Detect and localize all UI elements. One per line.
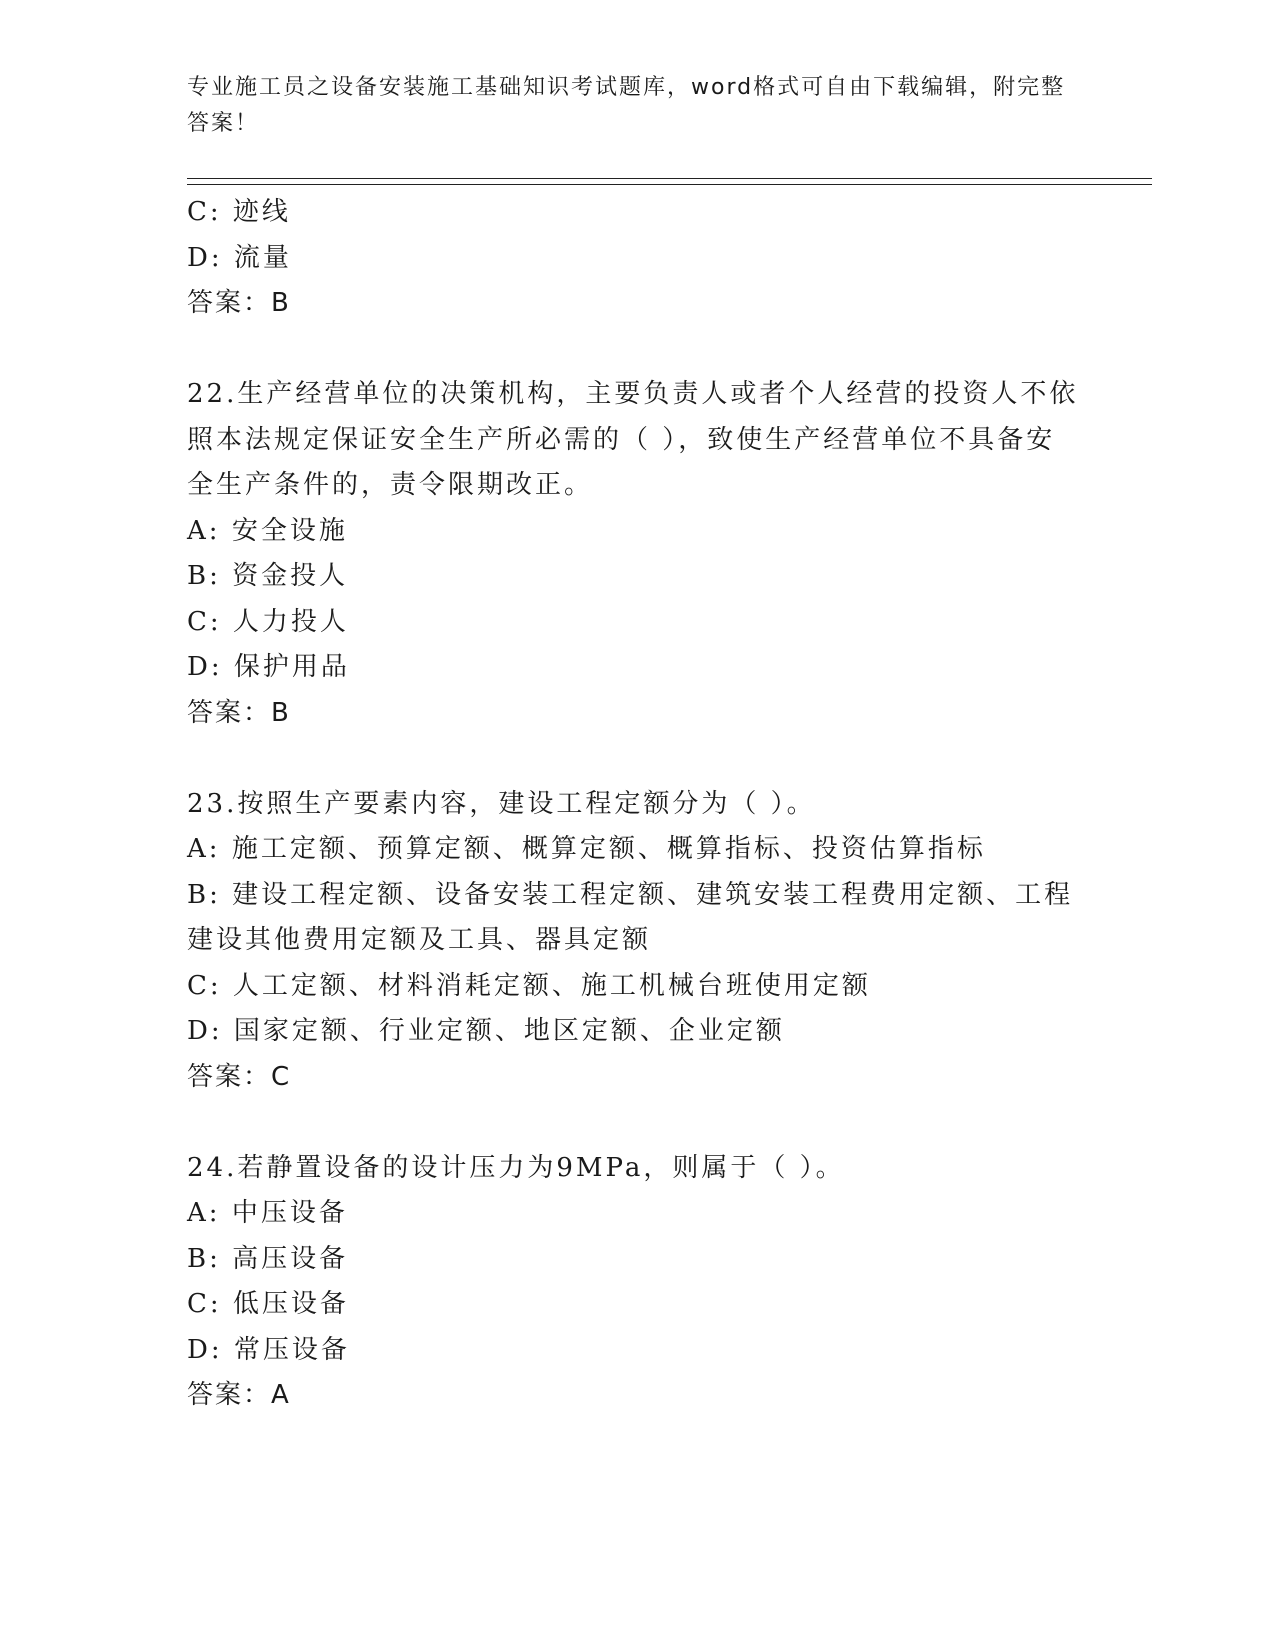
option-text: 低压设备 [232,1289,349,1319]
option-letter: C: [187,606,222,637]
option-d [187,1009,1087,1055]
question-stem-line: 照本法规定保证安全生产所必需的（ ），致使生产经营单位不具备安 [187,424,1056,455]
option-c [187,600,1087,646]
option-d [187,236,1087,282]
option-letter: D: [187,242,223,273]
option-text: 常压设备 [233,1334,350,1365]
question-stem-line: 24.若静置设备的设计压力为9MPa，则属于（ ）。 [187,1152,845,1183]
option-text: 资金投人 [232,561,349,591]
header-title: 专业施工员之设备安装施工基础知识考试题库，word格式可自由下载编辑，附完整答案！ [187,75,1066,136]
answer-label: 答案： [187,1380,272,1410]
option-text: 人工定额、材料消耗定额、施工机械台班使用定额 [232,970,871,1001]
answer-line [187,1055,1087,1101]
option-text: 国家定额、行业定额、地区定额、企业定额 [233,1016,785,1046]
question-partial [187,190,1087,327]
option-d [187,1328,1087,1374]
option-letter: C: [187,197,222,227]
answer-value: C [271,1061,292,1092]
option-text: 建设工程定额、设备安装工程定额、建筑安装工程费用定额、工程 [232,879,1074,910]
option-a [187,1191,1087,1237]
option-letter: C: [187,970,222,1001]
answer-line [187,281,1087,327]
header-divider-top [187,178,1152,179]
answer-label: 答案： [187,697,272,728]
spacer [187,1100,1087,1146]
question-list [187,190,1087,1419]
answer-label: 答案： [187,288,272,318]
option-letter: B: [187,879,221,910]
document-header [187,70,1067,142]
option-c [187,190,1087,236]
option-text: 高压设备 [232,1243,349,1274]
option-letter: A: [187,515,221,546]
option-text: 保护用品 [233,652,350,682]
option-b [187,1237,1087,1283]
question-stem-line: 23.按照生产要素内容，建设工程定额分为（ ）。 [187,788,816,819]
answer-line [187,691,1087,737]
question-stem-line: 全生产条件的，责令限期改正。 [187,470,594,500]
spacer [187,327,1087,373]
option-a [187,509,1087,555]
answer-line [187,1373,1087,1419]
question-22 [187,372,1087,736]
option-letter: A: [187,834,221,864]
option-letter: D: [187,1016,223,1046]
option-text: 人力投人 [232,606,349,637]
option-text: 安全设施 [231,515,348,546]
header-divider-bottom [187,184,1152,185]
option-text: 流量 [233,242,292,273]
option-text: 中压设备 [231,1198,348,1228]
question-stem-line: 22.生产经营单位的决策机构，主要负责人或者个人经营的投资人不依 [187,379,1079,409]
option-b [187,554,1087,600]
option-c [187,1282,1087,1328]
option-letter: D: [187,1334,223,1365]
option-c [187,964,1087,1010]
option-text: 迹线 [232,197,291,227]
option-letter: D: [187,652,223,682]
option-letter: B: [187,1243,221,1274]
question-23 [187,782,1087,1101]
answer-value: B [271,288,291,318]
answer-value: B [271,697,291,728]
option-b-continued: 建设其他费用定额及工具、器具定额 [187,925,652,955]
option-b [187,873,1087,919]
option-letter: A: [187,1198,221,1228]
option-text: 施工定额、预算定额、概算定额、概算指标、投资估算指标 [231,834,986,864]
answer-value: A [271,1380,291,1410]
option-a [187,827,1087,873]
answer-label: 答案： [187,1061,272,1092]
option-letter: B: [187,561,221,591]
option-d [187,645,1087,691]
option-letter: C: [187,1289,222,1319]
spacer [187,736,1087,782]
question-24 [187,1146,1087,1419]
